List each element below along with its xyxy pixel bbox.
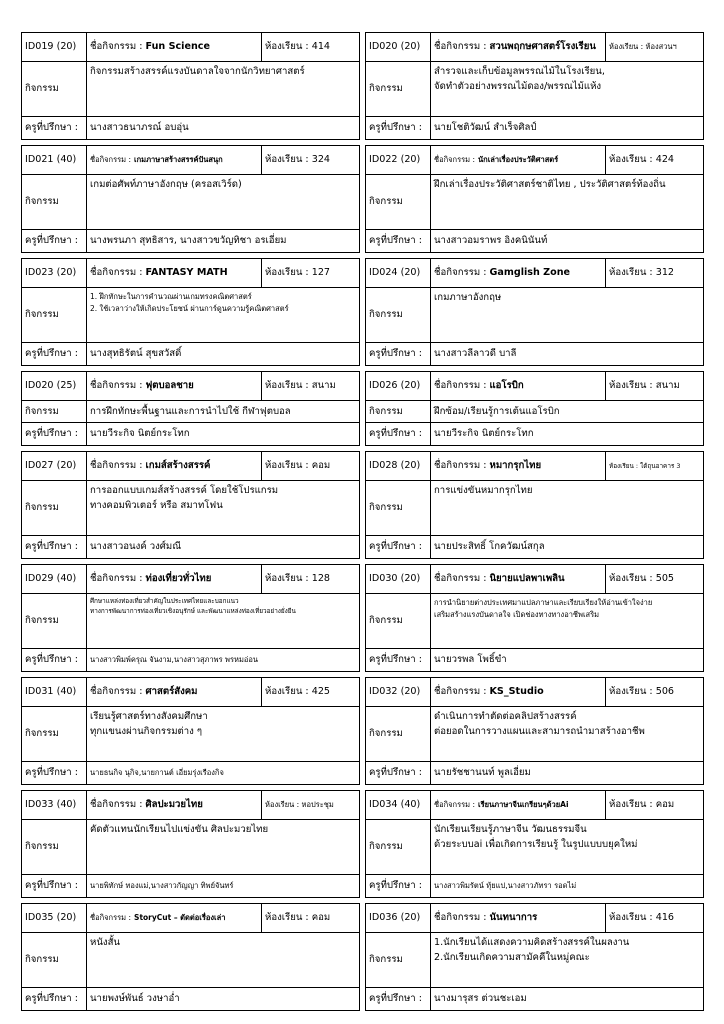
activity-id: ID034 (40): [366, 791, 431, 819]
activity-row: [21, 145, 705, 253]
card-header: [366, 565, 703, 594]
activity-name-cell: [87, 678, 262, 706]
activity-row: [21, 790, 705, 898]
activity-id: ID032 (20): [366, 678, 431, 706]
description-line: ศึกษาแหล่งท่องเที่ยวสำคัญในประเทศไทยและบอกแนว: [90, 597, 239, 605]
description-line: ต่อยอดในการวางแผนและสามารถนำมาสร้างอาชีพ: [434, 725, 645, 737]
card-header: [22, 33, 359, 62]
activity-id: ID036 (20): [366, 904, 431, 932]
activity-name-prefix: ชื่อกิจกรรม :: [90, 460, 143, 471]
activity-name-prefix: ชื่อกิจกรรม :: [90, 913, 131, 923]
activity-id: ID027 (20): [22, 452, 87, 480]
activity-name-cell: [431, 565, 606, 593]
activity-id: ID030 (20): [366, 565, 431, 593]
advisor-label: ครูที่ปรึกษา :: [22, 988, 87, 1010]
card-advisor-row: [366, 423, 703, 445]
card-advisor-row: [22, 762, 359, 784]
activity-row: [21, 451, 705, 559]
activity-label: กิจกรรม: [366, 288, 431, 342]
advisor-label: ครูที่ปรึกษา :: [22, 536, 87, 558]
card-header: [366, 259, 703, 288]
activity-description: [87, 62, 359, 116]
card-advisor-row: [366, 343, 703, 365]
activity-id: ID020 (20): [366, 33, 431, 61]
activity-id: ID033 (40): [22, 791, 87, 819]
activity-room: ห้องเรียน : สนาม: [265, 380, 336, 391]
activity-description: [431, 820, 703, 874]
activity-name: หมากรุกไทย: [489, 460, 542, 471]
activity-id: ID021 (40): [22, 146, 87, 174]
activity-name: เรียนภาษาจีนเกรียนๆด้วยAi: [478, 800, 569, 810]
activity-description: [87, 481, 359, 535]
description-line: เรียนรู้ศาสตร์ทางสังคมศึกษา: [90, 711, 208, 722]
activity-description: [431, 707, 703, 761]
activity-id: ID028 (20): [366, 452, 431, 480]
card-advisor-row: [366, 762, 703, 784]
activity-name-prefix: ชื่อกิจกรรม :: [90, 155, 131, 165]
activity-row: [21, 258, 705, 366]
advisor-label: ครูที่ปรึกษา :: [22, 875, 87, 897]
activity-page: [21, 32, 705, 1011]
card-description-row: [366, 933, 703, 988]
activity-room: ห้องเรียน : 425: [265, 686, 331, 697]
activity-row: [21, 371, 705, 446]
activity-name: เกมภาษาสร้างสรรค์ปันสนุก: [134, 155, 223, 165]
activity-id: ID029 (40): [22, 565, 87, 593]
activity-description: [431, 62, 703, 116]
activity-label: กิจกรรม: [22, 594, 87, 648]
card-description-row: [22, 933, 359, 988]
card-header: [22, 146, 359, 175]
activity-name: สวนพฤกษศาสตร์โรงเรียน: [489, 41, 596, 52]
description-line: กิจกรรมสร้างสรรค์แรงบันดาลใจจากนักวิทยาศาสตร์: [90, 66, 305, 77]
activity-room: ห้องเรียน : หอประชุม: [265, 800, 334, 810]
advisor-label: ครูที่ปรึกษา :: [22, 423, 87, 445]
activity-id: ID035 (20): [22, 904, 87, 932]
card-description-row: [366, 401, 703, 423]
advisor-label: ครูที่ปรึกษา :: [366, 230, 431, 252]
description-line: 1.นักเรียนได้แสดงความคิดสร้างสรรค์ในผลงาน: [434, 937, 630, 948]
advisor-label: ครูที่ปรึกษา :: [366, 117, 431, 139]
description-line: ทางคอมพิวเตอร์ หรือ สมาทโฟน: [90, 499, 223, 511]
activity-description: [431, 933, 703, 987]
advisor-name: นายวีระกิจ นิตย์กระโทก: [434, 428, 534, 439]
card-advisor-row: [22, 343, 359, 365]
activity-room: ห้องเรียน : 324: [265, 154, 331, 165]
advisor-name: นายประสิทธิ์ โกควัฒน์สกุล: [434, 541, 545, 552]
description-line: 1. ฝึกทักษะในการคำนวณผ่านเกมทรงคณิตศาสตร์: [90, 292, 252, 301]
advisor-name: นายวีระกิจ นิตย์กระโทก: [90, 428, 190, 439]
activity-label: กิจกรรม: [22, 933, 87, 987]
advisor-label: ครูที่ปรึกษา :: [22, 117, 87, 139]
advisor-label: ครูที่ปรึกษา :: [22, 230, 87, 252]
activity-room: ห้องเรียน : ใต้ถุนอาคาร 3: [609, 462, 681, 470]
activity-id: ID024 (20): [366, 259, 431, 287]
advisor-label: ครูที่ปรึกษา :: [22, 762, 87, 784]
activity-name: เกมส์สร้างสรรค์: [145, 460, 211, 471]
advisor-label: ครูที่ปรึกษา :: [366, 343, 431, 365]
activity-room: ห้องเรียน : คอม: [609, 799, 675, 810]
activity-room: ห้องเรียน : 505: [609, 573, 675, 584]
activity-room: ห้องเรียน : 127: [265, 267, 331, 278]
description-line: 2.นักเรียนเกิดความสามัคคีในหมู่คณะ: [434, 951, 590, 963]
activity-label: กิจกรรม: [22, 707, 87, 761]
activity-id: ID022 (20): [366, 146, 431, 174]
card-header: [22, 791, 359, 820]
activity-name: ศิลปะมวยไทย: [145, 799, 203, 810]
activity-label: กิจกรรม: [366, 62, 431, 116]
card-description-row: [22, 401, 359, 423]
advisor-name: นางมารุสร ต่วนชะเอม: [434, 993, 527, 1004]
advisor-label: ครูที่ปรึกษา :: [22, 649, 87, 671]
activity-name: นิยายแปลพาเพลิน: [489, 573, 565, 584]
activity-name-prefix: ชื่อกิจกรรม :: [434, 460, 487, 471]
advisor-name: นางพรนภา สุทธิสาร, นางสาวขวัญทิชา อรเอี่ยม: [90, 235, 287, 246]
activity-label: กิจกรรม: [366, 175, 431, 229]
description-line: นักเรียนเรียนรู้ภาษาจีน วัฒนธรรมจีน: [434, 824, 587, 835]
activity-name: ท่องเที่ยวทั่วไทย: [145, 573, 212, 584]
card-header: [22, 452, 359, 481]
card-description-row: [22, 62, 359, 117]
card-header: [366, 452, 703, 481]
activity-name-prefix: ชื่อกิจกรรม :: [90, 41, 143, 52]
activity-room: ห้องเรียน : 312: [609, 267, 675, 278]
card-description-row: [366, 820, 703, 875]
advisor-name: นายธนกิจ นุกิจ,นายกานต์ เอี่ยมรุ่งเรืองกิจ: [90, 768, 224, 778]
activity-card: [365, 258, 704, 366]
activity-card: [365, 32, 704, 140]
card-advisor-row: [366, 649, 703, 671]
activity-card: [21, 258, 360, 366]
activity-name-cell: [431, 791, 606, 819]
activity-label: กิจกรรม: [22, 481, 87, 535]
activity-name: Fun Science: [145, 41, 210, 52]
card-description-row: [22, 288, 359, 343]
card-header: [366, 33, 703, 62]
card-advisor-row: [366, 536, 703, 558]
description-line: ดำเนินการทำตัดต่อคลิปสร้างสรรค์: [434, 711, 577, 722]
activity-room: ห้องเรียน : ห้องสวนฯ: [609, 42, 677, 52]
card-advisor-row: [22, 423, 359, 445]
activity-description: [87, 175, 359, 229]
card-advisor-row: [366, 117, 703, 139]
advisor-label: ครูที่ปรึกษา :: [22, 343, 87, 365]
activity-name: แอโรบิก: [489, 380, 524, 391]
card-advisor-row: [22, 875, 359, 897]
activity-name: StoryCut – ตัดต่อเรื่องเล่า: [134, 913, 226, 923]
advisor-name: นายรัชชานนท์ พูลเอี่ยม: [434, 767, 531, 778]
advisor-label: ครูที่ปรึกษา :: [366, 875, 431, 897]
advisor-label: ครูที่ปรึกษา :: [366, 423, 431, 445]
activity-name-prefix: ชื่อกิจกรรม :: [434, 155, 475, 165]
activity-card: [21, 145, 360, 253]
activity-id: ID020 (25): [22, 372, 87, 400]
description-line: การนำนิยายต่างประเทศมาแปลภาษาและเรียบเรียงให้อ่านเข้าใจง่าย: [434, 598, 653, 607]
activity-room: ห้องเรียน : สนาม: [609, 380, 680, 391]
activity-room: ห้องเรียน : 414: [265, 41, 331, 52]
card-advisor-row: [22, 230, 359, 252]
activity-name-cell: [431, 259, 606, 287]
card-description-row: [22, 820, 359, 875]
activity-name: Gamglish Zone: [489, 267, 571, 278]
activity-card: [365, 790, 704, 898]
activity-room: ห้องเรียน : คอม: [265, 912, 331, 923]
activity-room: ห้องเรียน : 506: [609, 686, 675, 697]
advisor-name: นายวรพล โพธิ์ขำ: [434, 654, 507, 665]
activity-name-cell: [431, 678, 606, 706]
description-line: สำรวจและเก็บข้อมูลพรรณไม้ในโรงเรียน,: [434, 66, 605, 77]
activity-card: [365, 451, 704, 559]
advisor-name: นายพงษ์พันธ์ วงษาอ่ำ: [90, 993, 180, 1004]
activity-description: [87, 707, 359, 761]
advisor-name: นางสาวลีลาวดี บาลี: [434, 348, 517, 359]
activity-card: [365, 145, 704, 253]
activity-id: ID019 (20): [22, 33, 87, 61]
card-header: [366, 146, 703, 175]
activity-label: กิจกรรม: [366, 820, 431, 874]
activity-name-prefix: ชื่อกิจกรรม :: [434, 267, 487, 278]
card-advisor-row: [366, 230, 703, 252]
activity-label: กิจกรรม: [366, 401, 431, 422]
advisor-name: นางสาวธนาภรณ์ อบอุ่น: [90, 122, 189, 133]
activity-label: กิจกรรม: [22, 175, 87, 229]
activity-description: [87, 288, 359, 342]
activity-name: ฟุตบอลชาย: [145, 380, 194, 391]
card-header: [366, 791, 703, 820]
advisor-name: นางสาวพิมพ์ครุณ จันงาม,นางสาวสุภาพร พรหมอ่อน: [90, 655, 259, 665]
card-advisor-row: [366, 875, 703, 897]
card-description-row: [22, 594, 359, 649]
activity-name-cell: [87, 904, 262, 932]
activity-name-prefix: ชื่อกิจกรรม :: [90, 686, 143, 697]
activity-card: [365, 677, 704, 785]
activity-label: กิจกรรม: [366, 594, 431, 648]
activity-label: กิจกรรม: [366, 933, 431, 987]
activity-id: ID026 (20): [366, 372, 431, 400]
activity-description: [431, 288, 703, 342]
advisor-name: นายพิทักษ์ ทองแม่,นางสาวกัญญา ทิพย์จันทร์: [90, 881, 234, 891]
activity-card: [21, 903, 360, 1011]
card-advisor-row: [366, 988, 703, 1010]
activity-name-cell: [87, 259, 262, 287]
activity-name-cell: [87, 452, 262, 480]
activity-label: กิจกรรม: [366, 707, 431, 761]
activity-name-prefix: ชื่อกิจกรรม :: [90, 573, 143, 584]
activity-name-cell: [87, 33, 262, 61]
card-advisor-row: [22, 117, 359, 139]
description-line: ทางการพัฒนาการท่องเที่ยวเชิงอนุรักษ์ และพัฒนาแหล่งท่องเที่ยวอย่างยั่งยืน: [90, 606, 296, 615]
description-line: ทุกแขนงผ่านกิจกรรมต่าง ๆ: [90, 725, 203, 737]
activity-name-cell: [431, 146, 606, 174]
card-description-row: [22, 175, 359, 230]
activity-description: [87, 820, 359, 874]
activity-card: [21, 677, 360, 785]
card-advisor-row: [22, 988, 359, 1010]
activity-name-prefix: ชื่อกิจกรรม :: [90, 799, 143, 810]
activity-name: FANTASY MATH: [145, 267, 228, 278]
activity-name-prefix: ชื่อกิจกรรม :: [434, 41, 487, 52]
activity-room: ห้องเรียน : 128: [265, 573, 331, 584]
description-line: เกมภาษาอังกฤษ: [434, 292, 502, 303]
activity-description: [431, 175, 703, 229]
card-description-row: [366, 62, 703, 117]
advisor-name: นายโชติวัฒน์ สำเร็จศิลป์: [434, 122, 537, 133]
description-line: เสริมสร้างแรงบันดาลใจ เปิดช่องทางทางอาชีพเสริม: [434, 609, 600, 619]
advisor-label: ครูที่ปรึกษา :: [366, 649, 431, 671]
description-line: 2. ใช้เวลาว่างให้เกิดประโยชน์ ผ่านการ์ดูนความรู้คณิตศาสตร์: [90, 303, 289, 313]
activity-name-prefix: ชื่อกิจกรรม :: [90, 380, 143, 391]
activity-name: นักเล่าเรื่องประวัติศาสตร์: [478, 155, 559, 165]
advisor-name: นางสุทธิรัตน์ สุขสวัสดิ์: [90, 348, 182, 359]
card-description-row: [366, 175, 703, 230]
activity-name-cell: [87, 791, 262, 819]
card-header: [366, 678, 703, 707]
advisor-label: ครูที่ปรึกษา :: [366, 988, 431, 1010]
activity-name-cell: [431, 372, 606, 400]
card-header: [22, 565, 359, 594]
card-description-row: [366, 594, 703, 649]
activity-card: [365, 903, 704, 1011]
activity-name-prefix: ชื่อกิจกรรม :: [434, 380, 487, 391]
advisor-label: ครูที่ปรึกษา :: [366, 762, 431, 784]
activity-card: [365, 564, 704, 672]
activity-row: [21, 903, 705, 1011]
activity-name: KS_Studio: [489, 686, 544, 697]
card-description-row: [22, 481, 359, 536]
activity-row: [21, 32, 705, 140]
card-description-row: [366, 481, 703, 536]
activity-label: กิจกรรม: [22, 288, 87, 342]
activity-label: กิจกรรม: [22, 820, 87, 874]
activity-description: [87, 933, 359, 987]
activity-name-prefix: ชื่อกิจกรรม :: [434, 573, 487, 584]
activity-name-prefix: ชื่อกิจกรรม :: [90, 267, 143, 278]
description-line: การออกแบบเกมส์สร้างสรรค์ โดยใช้โปรแกรม: [90, 485, 279, 496]
activity-id: ID031 (40): [22, 678, 87, 706]
description-line: การแข่งขันหมากรุกไทย: [434, 485, 533, 496]
card-header: [22, 678, 359, 707]
activity-room: ห้องเรียน : 424: [609, 154, 675, 165]
description-line: หนังสั้น: [90, 937, 120, 948]
activity-name-cell: [431, 33, 606, 61]
card-description-row: [366, 288, 703, 343]
card-header: [22, 372, 359, 401]
activity-label: กิจกรรม: [22, 62, 87, 116]
card-header: [366, 904, 703, 933]
activity-name-cell: [87, 146, 262, 174]
card-header: [22, 904, 359, 933]
card-advisor-row: [22, 649, 359, 671]
activity-description: [87, 594, 359, 648]
activity-card: [21, 32, 360, 140]
activity-room: ห้องเรียน : คอม: [265, 460, 331, 471]
activity-name-cell: [431, 452, 606, 480]
description-line: ฝึกเล่าเรื่องประวัติศาสตร์ชาติไทย , ประวัติศาสตร์ท้องถิ่น: [434, 179, 666, 190]
activity-card: [21, 564, 360, 672]
activity-id: ID023 (20): [22, 259, 87, 287]
description-line: เกมต่อศัพท์ภาษาอังกฤษ (ครอสเวิร์ด): [90, 179, 242, 190]
activity-description: ฝึกซ้อม/เรียนรู้การเต้นแอโรบิก: [434, 405, 560, 417]
activity-card: [365, 371, 704, 446]
activity-room: ห้องเรียน : 416: [609, 912, 675, 923]
activity-name: นันทนาการ: [489, 912, 538, 923]
advisor-name: นางสาวอมราพร อิงคนินันท์: [434, 235, 548, 246]
activity-name-prefix: ชื่อกิจกรรม :: [434, 912, 487, 923]
activity-name-prefix: ชื่อกิจกรรม :: [434, 800, 475, 810]
advisor-name: นางสาวอนงค์ วงศ์มณี: [90, 541, 182, 552]
activity-row: [21, 564, 705, 672]
card-description-row: [366, 707, 703, 762]
card-header: [366, 372, 703, 401]
activity-card: [21, 371, 360, 446]
description-line: ด้วยระบบai เพื่อเกิดการเรียนรู้ ในรูปแบบบยุคใหม่: [434, 838, 638, 850]
card-advisor-row: [22, 536, 359, 558]
activity-description: [431, 594, 703, 648]
activity-label: กิจกรรม: [366, 481, 431, 535]
activity-name-prefix: ชื่อกิจกรรม :: [434, 686, 487, 697]
activity-name: ศาสตร์สังคม: [145, 686, 198, 697]
activity-card: [21, 451, 360, 559]
activity-name-cell: [431, 904, 606, 932]
activity-label: กิจกรรม: [22, 401, 87, 422]
activity-name-cell: [87, 565, 262, 593]
card-description-row: [22, 707, 359, 762]
activity-name-cell: [87, 372, 262, 400]
activity-card: [21, 790, 360, 898]
description-line: คัดตัวแทนนักเรียนไปแข่งขัน ศิลปะมวยไทย: [90, 824, 269, 835]
description-line: จัดทำตัวอย่างพรรณไม้ดอง/พรรณไม้แห้ง: [434, 80, 602, 92]
advisor-label: ครูที่ปรึกษา :: [366, 536, 431, 558]
activity-description: [431, 481, 703, 535]
activity-row: [21, 677, 705, 785]
advisor-name: นางสาวพิมรัตน์ ทุ้ยแป,นางสาวภัทรา รอดไม่: [434, 881, 577, 891]
activity-description: การฝึกทักษะพื้นฐานและการนำไปใช้ กีฬาฟุตบอล: [90, 405, 291, 417]
card-header: [22, 259, 359, 288]
